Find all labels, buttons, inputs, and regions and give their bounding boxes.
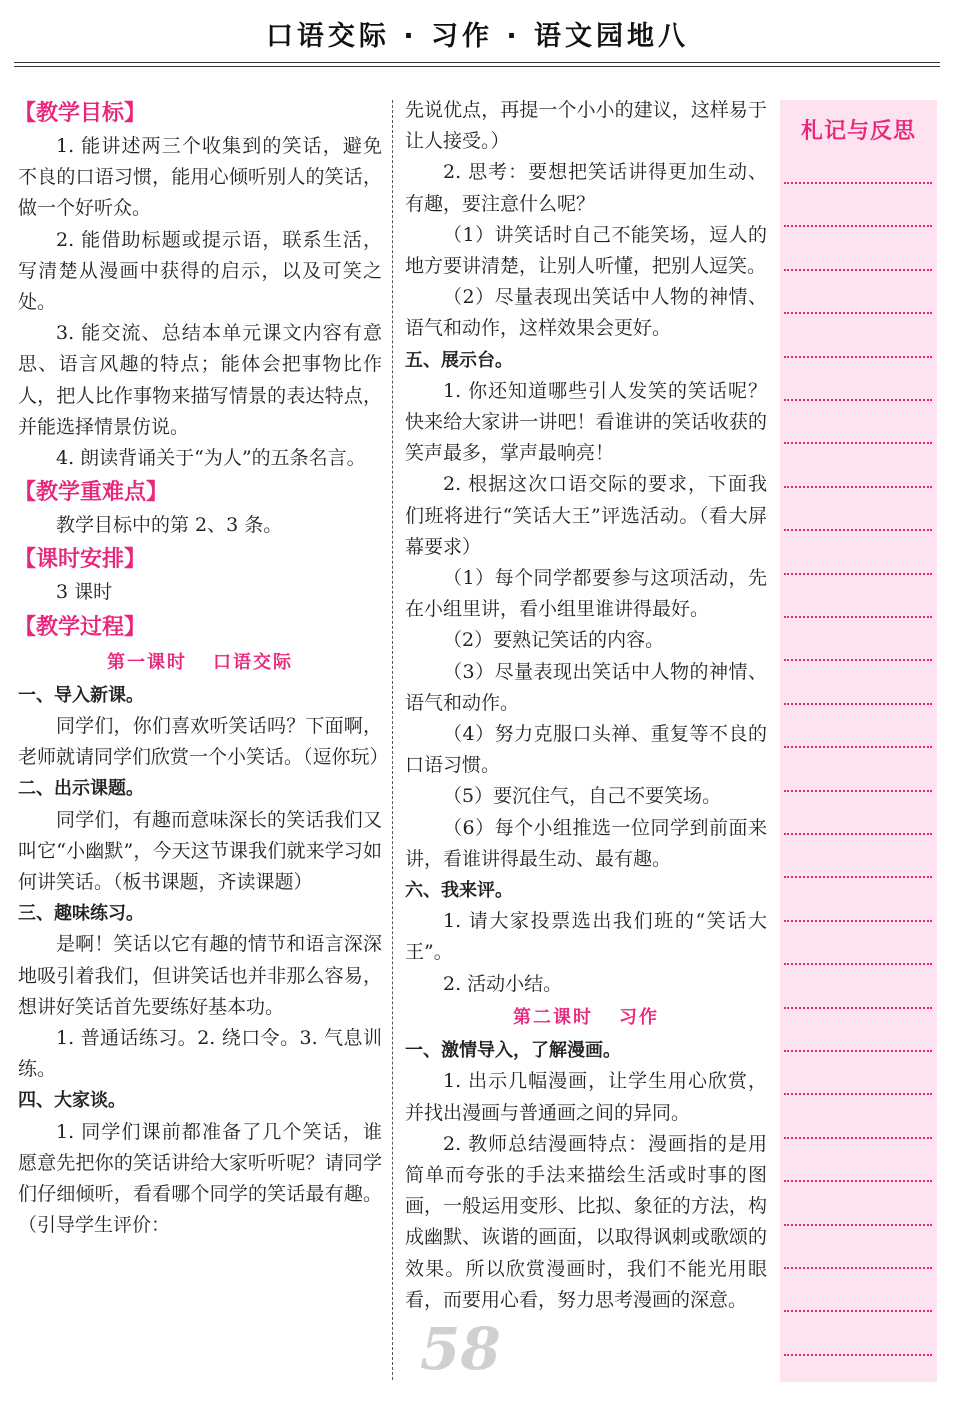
note-line xyxy=(784,1137,932,1139)
note-line xyxy=(784,529,932,531)
note-line xyxy=(784,1007,932,1009)
step-text: 2. 根据这次口语交际的要求，下面我们班将进行“笑话大王”评选活动。（看大屏幕要求） xyxy=(405,473,767,558)
goal-item: 1. 能讲述两三个收集到的笑话，避免不良的口语习惯，能用心倾听别人的笑话，做一个好听众。 xyxy=(18,135,382,220)
page-number: 58 xyxy=(420,1315,501,1383)
note-line xyxy=(784,269,932,271)
step-text: （2）尽量表现出笑话中人物的神情、语气和动作，这样效果会更好。 xyxy=(405,286,767,340)
step-title: 五、展示台。 xyxy=(405,349,513,371)
step-title: 二、出示课题。 xyxy=(18,778,144,800)
step-text: 1. 同学们课前都准备了几个笑话，谁愿意先把你的笑话讲给大家听听呢？请同学们仔细倾听，看看哪个同学的笑话最有趣。（引导学生评价： xyxy=(18,1120,382,1237)
note-line xyxy=(784,659,932,661)
step-text: 2. 教师总结漫画特点：漫画指的是用简单而夸张的手法来描绘生活或时事的图画，一般运用变形、比拟、象征的方法，构成幽默、诙谐的画面，以取得讽刺或歌颂的效果。所以欣赏漫画时，我们不能光用眼看，而要用心看，努力思考漫画的深意。 xyxy=(405,1132,767,1311)
step-text: 1. 普通话练习。2. 绕口令。3. 气息训练。 xyxy=(18,1027,382,1081)
note-line xyxy=(784,1180,932,1182)
notes-title: 札记与反思 xyxy=(800,119,916,144)
note-line xyxy=(784,1354,932,1356)
column-divider xyxy=(392,100,394,1380)
left-column xyxy=(14,95,389,1242)
time-heading: 【课时安排】 xyxy=(14,547,147,573)
notes-panel xyxy=(780,100,937,1382)
note-line xyxy=(784,616,932,618)
goal-item: 4. 朗读背诵关于“为人”的五条名言。 xyxy=(56,447,366,470)
note-line xyxy=(784,920,932,922)
note-line xyxy=(784,876,932,878)
note-line xyxy=(784,790,932,792)
header-rule-top xyxy=(14,62,940,63)
note-line xyxy=(784,703,932,705)
note-line xyxy=(784,833,932,835)
note-line xyxy=(784,1093,932,1095)
note-line xyxy=(784,1267,932,1269)
note-line xyxy=(784,1224,932,1226)
requirement-item: （3）尽量表现出笑话中人物的神情、语气和动作。 xyxy=(405,660,767,714)
step-text: 同学们，有趣而意味深长的笑话我们又叫它“小幽默”，今天这节课我们就来学习如何讲笑话。（板书课题，齐读课题） xyxy=(18,808,382,894)
requirement-item: （4）努力克服口头禅、重复等不良的口语习惯。 xyxy=(405,723,767,777)
step-text: 是啊！笑话以它有趣的情节和语言深深地吸引着我们，但讲笑话也并非那么容易，想讲好笑话首先要练好基本功。 xyxy=(18,933,382,1018)
note-line xyxy=(784,442,932,444)
step-text: 1. 请大家投票选出我们班的“笑话大王”。 xyxy=(405,910,767,964)
note-line xyxy=(784,312,932,314)
time-text: 3 课时 xyxy=(56,581,113,604)
note-line xyxy=(784,1050,932,1052)
header-rule-bottom xyxy=(14,66,940,67)
lesson1-label: 第一课时 xyxy=(107,651,187,673)
note-line xyxy=(784,225,932,227)
requirement-item: （1）每个同学都要参与这项活动，先在小组里讲，看小组里谁讲得最好。 xyxy=(405,567,767,621)
note-line xyxy=(784,399,932,401)
lesson2-heading xyxy=(405,1002,767,1033)
step-text: 2. 思考：要想把笑话讲得更加生动、有趣，要注意什么呢？ xyxy=(405,161,767,215)
step-title: 一、激情导入，了解漫画。 xyxy=(405,1040,621,1062)
step-text: 同学们，你们喜欢听笑话吗？下面啊，老师就请同学们欣赏一个小笑话。（逗你玩） xyxy=(18,715,389,769)
step-title: 六、我来评。 xyxy=(405,880,513,902)
note-line xyxy=(784,486,932,488)
lesson1-topic: 口语交际 xyxy=(213,651,293,673)
note-line xyxy=(784,746,932,748)
step-title: 四、大家谈。 xyxy=(18,1090,126,1112)
middle-column xyxy=(405,95,767,1316)
lesson1-heading xyxy=(18,647,382,678)
step-text: 1. 你还知道哪些引人发笑的笑话呢？快来给大家讲一讲吧！看谁讲的笑话收获的笑声最多，掌声最响亮！ xyxy=(405,379,767,465)
requirement-item: （2）要熟记笑话的内容。 xyxy=(443,629,665,652)
key-text: 教学目标中的第 2、3 条。 xyxy=(56,514,283,537)
key-heading: 【教学重难点】 xyxy=(14,480,169,506)
note-line xyxy=(784,963,932,965)
page-title: 口语交际 · 习作 · 语文园地八 xyxy=(265,21,690,52)
process-heading: 【教学过程】 xyxy=(14,614,147,640)
note-line xyxy=(784,573,932,575)
step-text: 1. 出示几幅漫画，让学生用心欣赏，并找出漫画与普通画之间的异同。 xyxy=(405,1070,767,1124)
lesson2-label: 第二课时 xyxy=(513,1006,593,1028)
step-text: 2. 活动小结。 xyxy=(443,972,563,995)
requirement-item: （5）要沉住气，自己不要笑场。 xyxy=(443,785,722,808)
step-title: 一、导入新课。 xyxy=(18,684,144,706)
goals-heading: 【教学目标】 xyxy=(14,101,147,126)
step-title: 三、趣味练习。 xyxy=(18,903,144,925)
requirement-item: （6）每个小组推选一位同学到前面来讲，看谁讲得最生动、最有趣。 xyxy=(405,816,767,870)
note-line xyxy=(784,356,932,358)
note-line xyxy=(784,182,932,184)
goal-item: 2. 能借助标题或提示语，联系生活，写清楚从漫画中获得的启示，以及可笑之处。 xyxy=(18,228,382,314)
continued-text: 先说优点，再提一个小小的建议，这样易于让人接受。） xyxy=(405,99,767,153)
goal-item: 3. 能交流、总结本单元课文内容有意思、语言风趣的特点；能体会把事物比作人，把人比作事物来描写情景的表达特点，并能选择情景仿说。 xyxy=(18,322,382,438)
note-line xyxy=(784,1310,932,1312)
lesson2-topic: 习作 xyxy=(619,1006,659,1028)
step-text: （1）讲笑话时自己不能笑场，逗人的地方要讲清楚，让别人听懂，把别人逗笑。 xyxy=(405,223,767,278)
